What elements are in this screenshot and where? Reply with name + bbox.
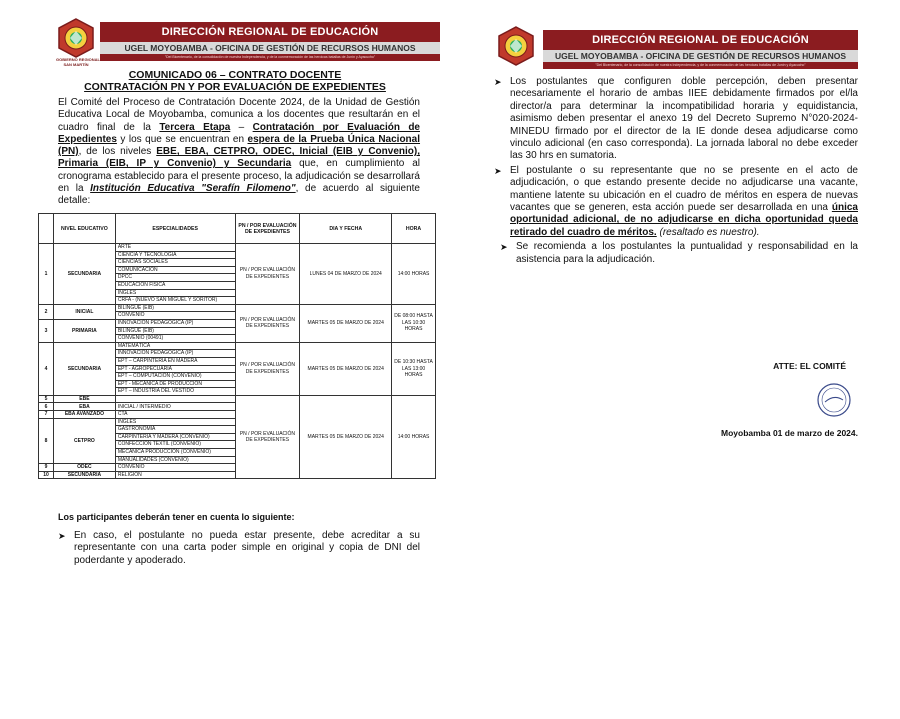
banner-title: DIRECCIÓN REGIONAL DE EDUCACIÓN: [543, 30, 858, 50]
bullet-item: [494, 241, 858, 266]
row-spec: CONVENIO (00491): [115, 335, 235, 343]
notice-heading: Los participantes deberán tener en cuenta lo siguiente:: [58, 512, 295, 522]
row-nivel: ODEC: [53, 464, 115, 472]
bullet-text: Los postulantes que configuren doble percepción, deben presentar necesariamente el horario de ambas IIEE debidamente firmados por el/la director/a para determinar la incompatibilidad horaria y equidistancia, asimismo deben presentar el anexo 19 del Decreto Supremo N°020-2024-MINEDU firmado por el director de la IE donde desea adjudicarse como vinculo adicional (en caso corresponda). La jornada laboral no debe exceder las 30 hrs en sumatoria.: [510, 76, 858, 162]
row-fecha: LUNES 04 DE MARZO DE 2024: [300, 244, 392, 305]
arrow-icon: ➤: [58, 531, 66, 541]
row-spec: EPT - AGROPECUARIA: [115, 365, 235, 373]
row-nivel: EBA: [53, 403, 115, 411]
row-spec: CTA: [115, 411, 235, 419]
table-row: [39, 395, 436, 403]
intro-paragraph: [58, 97, 420, 208]
row-spec: [115, 395, 235, 403]
row-spec: CIENCIA Y TECNOLOGIA: [115, 251, 235, 259]
intro-text-6: , de acuerdo al siguiente detalle:: [58, 183, 420, 207]
row-pn: PN / POR EVALUACIÓN DE EXPEDIENTES: [235, 304, 300, 342]
right-bullet-list: [494, 76, 858, 266]
arrow-icon: ➤: [494, 165, 502, 176]
row-spec: GASTRONOMIA: [115, 426, 235, 434]
row-num: 4: [39, 342, 54, 395]
bullet-text: El postulante o su representante que no se presente en el acto de adjudicación, o que estando presente decide no adjudicarse una vacante, mantiene latente su ubicación en el cuadro de méritos en espera de nuevas vacantes que se generen, esta acción puede ser desarrollada en una: [510, 164, 858, 214]
table-header-row: [39, 214, 436, 244]
row-spec: EPT – COMPUTACIÓN (CONVENIO): [115, 373, 235, 381]
intro-text-5: que, en cumplimiento al cronograma establecido para el presente proceso, la adjudicación se desarrollará en la: [58, 158, 420, 195]
row-num: 9: [39, 464, 54, 472]
row-spec: CONVENIO: [115, 312, 235, 320]
signoff: ATTE: EL COMITÉ: [773, 361, 846, 371]
row-spec: EDUCACIÓN FISICA: [115, 281, 235, 289]
row-spec: CIENCIAS SOCIALES: [115, 259, 235, 267]
row-hora: DE 08:00 HASTA LAS 10:30 HORAS: [392, 304, 436, 342]
document-date: Moyobamba 01 de marzo de 2024.: [721, 428, 858, 438]
intro-espera: espera de la Prueba Única Nacional (PN): [58, 133, 421, 158]
intro-etapa: Tercera Etapa: [159, 121, 231, 133]
row-spec: INGLES: [115, 289, 235, 297]
left-regional-seal: [56, 18, 101, 67]
intro-text-3: y los que se encuentran en: [116, 133, 248, 145]
bullet-highlight: única oportunidad adicional, de no adjudicarse en dicha oportunidad queda retirado del cuadro de méritos.: [510, 202, 858, 238]
row-spec: EPT - MECÁNICA DE PRODUCCIÓN: [115, 380, 235, 388]
row-hora: 14:00 HORAS: [392, 244, 436, 305]
row-spec: MATEMÁTICA: [115, 342, 235, 350]
right-regional-seal: [496, 26, 536, 72]
row-num: 8: [39, 418, 54, 464]
row-nivel: SECUNDARIA: [53, 244, 115, 305]
stamp-icon: [816, 382, 852, 418]
row-nivel: EBA AVANZADO: [53, 411, 115, 419]
right-page: [450, 0, 900, 719]
table-row: [39, 304, 436, 312]
col-pn-header: PN / POR EVALUACIÓN DE EXPEDIENTES: [235, 214, 300, 244]
row-num: 3: [39, 319, 54, 342]
row-num: 2: [39, 304, 54, 319]
row-fecha: MARTES 05 DE MARZO DE 2024: [300, 342, 392, 395]
row-spec: DPCC: [115, 274, 235, 282]
col-num-header: [39, 214, 54, 244]
arrow-icon: ➤: [494, 77, 502, 87]
seal-icon: [496, 26, 536, 66]
bullet-item: [494, 165, 858, 239]
row-spec: EPT – CARPINTERIA EN MADERA: [115, 357, 235, 365]
row-nivel: SECUNDARIA: [53, 471, 115, 479]
row-spec: MECÁNICA PRODUCCIÓN (CONVENIO): [115, 449, 235, 457]
intro-text-1: El Comité del Proceso de Contratación Docente 2024, de la Unidad de Gestión Educativa Local de Moyobamba, comunica a los docentes que resultarán en el cuadro final de la: [58, 97, 420, 133]
row-num: 10: [39, 471, 54, 479]
bullet-text: En caso, el postulante no pueda estar presente, debe acreditar a su representante con una carta poder simple en original y copia de DNI del poderdante y apoderado.: [74, 530, 420, 566]
row-nivel: CETPRO: [53, 418, 115, 464]
banner-subtitle: UGEL MOYOBAMBA - OFICINA DE GESTIÓN DE RECURSOS HUMANOS: [100, 42, 440, 54]
left-banner: [100, 22, 440, 62]
right-banner: [543, 30, 858, 70]
col-fecha-header: DIA Y FECHA: [300, 214, 392, 244]
bullet-item: [494, 76, 858, 163]
row-spec: EPT – INDUSTRIA DEL VESTIDO: [115, 388, 235, 396]
right-header: [450, 26, 900, 76]
arrow-icon: ➤: [500, 242, 508, 253]
row-spec: BILINGÜE (EIB): [115, 327, 235, 335]
row-nivel: EBE: [53, 395, 115, 403]
left-header: [0, 18, 450, 68]
row-num: 5: [39, 395, 54, 403]
row-fecha: MARTES 05 DE MARZO DE 2024: [300, 304, 392, 342]
seal-icon: [56, 18, 96, 58]
table-row: [39, 244, 436, 252]
row-pn: PN / POR EVALUACIÓN DE EXPEDIENTES: [235, 395, 300, 479]
intro-niveles: EBE, EBA, CETPRO, ODEC, Inicial (EIB y Convenio), Primaria (EIB, IP y Convenio) y Secundaria: [58, 146, 420, 170]
banner-subtitle: UGEL MOYOBAMBA - OFICINA DE GESTIÓN DE RECURSOS HUMANOS: [543, 50, 858, 62]
row-spec: CONVENIO: [115, 464, 235, 472]
row-nivel: INICIAL: [53, 304, 115, 319]
bullet-text: Se recomienda a los postulantes la puntualidad y responsabilidad en la asistencia para la adjudicación.: [516, 241, 858, 265]
row-spec: INGLÉS: [115, 418, 235, 426]
row-spec: COMUNICACIÓN: [115, 266, 235, 274]
intro-text-2: –: [230, 121, 253, 133]
col-spec-header: ESPECIALIDADES: [115, 214, 235, 244]
banner-motto: "Del Bicentenario, de la consolidación de nuestra Independencia, y de la conmemoración de las heroicas batallas de Junín y Ayacucho": [543, 62, 858, 69]
row-hora: 14:00 HORAS: [392, 395, 436, 479]
row-num: 6: [39, 403, 54, 411]
banner-title: DIRECCIÓN REGIONAL DE EDUCACIÓN: [100, 22, 440, 42]
row-nivel: SECUNDARIA: [53, 342, 115, 395]
row-hora: DE 10:30 HASTA LAS 13:00 HORAS: [392, 342, 436, 395]
row-spec: CARPINTERIA Y MADERA (CONVENIO): [115, 433, 235, 441]
row-num: 1: [39, 244, 54, 305]
row-spec: ARTE: [115, 244, 235, 252]
bullet-note: (resaltado es nuestro).: [656, 226, 760, 238]
row-nivel: PRIMARIA: [53, 319, 115, 342]
communique-title-2: CONTRATACIÓN PN Y POR EVALUACIÓN DE EXPEDIENTES: [84, 81, 386, 93]
row-num: 7: [39, 411, 54, 419]
table-row: [39, 342, 436, 350]
committee-stamp: [816, 382, 852, 418]
row-spec: CRFA - (NUEVO SAN MIGUEL Y SORITOR): [115, 297, 235, 305]
intro-institucion: Institución Educativa "Serafín Filomeno": [90, 183, 296, 195]
row-spec: CONFECCIÓN TEXTIL (CONVENIO): [115, 441, 235, 449]
row-spec: MANUALIDADES (CONVENIO): [115, 456, 235, 464]
communique-title-1: COMUNICADO 06 – CONTRATO DOCENTE: [128, 69, 342, 81]
col-hora-header: HORA: [392, 214, 436, 244]
seal-caption-2: SAN MARTÍN: [63, 61, 89, 67]
banner-motto: "Del Bicentenario, de la consolidación de nuestra Independencia, y de la conmemoración de las heroicas batallas de Junín y Ayacucho": [100, 54, 440, 61]
seal-caption-1: GOBIERNO REGIONAL: [56, 57, 101, 62]
intro-contratacion: Contratación por Evaluación de Expedientes: [58, 121, 420, 145]
row-spec: BILINGÜE (EIB): [115, 304, 235, 312]
row-pn: PN / POR EVALUACIÓN DE EXPEDIENTES: [235, 244, 300, 305]
row-spec: INICIAL / INTERMEDIO: [115, 403, 235, 411]
row-spec: RELIGIÓN: [115, 471, 235, 479]
intro-text-4: , de los niveles: [78, 146, 157, 158]
bullet-item: [58, 530, 420, 567]
row-pn: PN / POR EVALUACIÓN DE EXPEDIENTES: [235, 342, 300, 395]
row-spec: INNOVACIÓN PEDAGÓGICA (IP): [115, 319, 235, 327]
left-bullet-list: [58, 530, 420, 567]
row-spec: INNOVACIÓN PEDAGÓGICA (IP): [115, 350, 235, 358]
schedule-table: [38, 213, 436, 479]
col-nivel-header: NIVEL EDUCATIVO: [53, 214, 115, 244]
row-fecha: MARTES 05 DE MARZO DE 2024: [300, 395, 392, 479]
